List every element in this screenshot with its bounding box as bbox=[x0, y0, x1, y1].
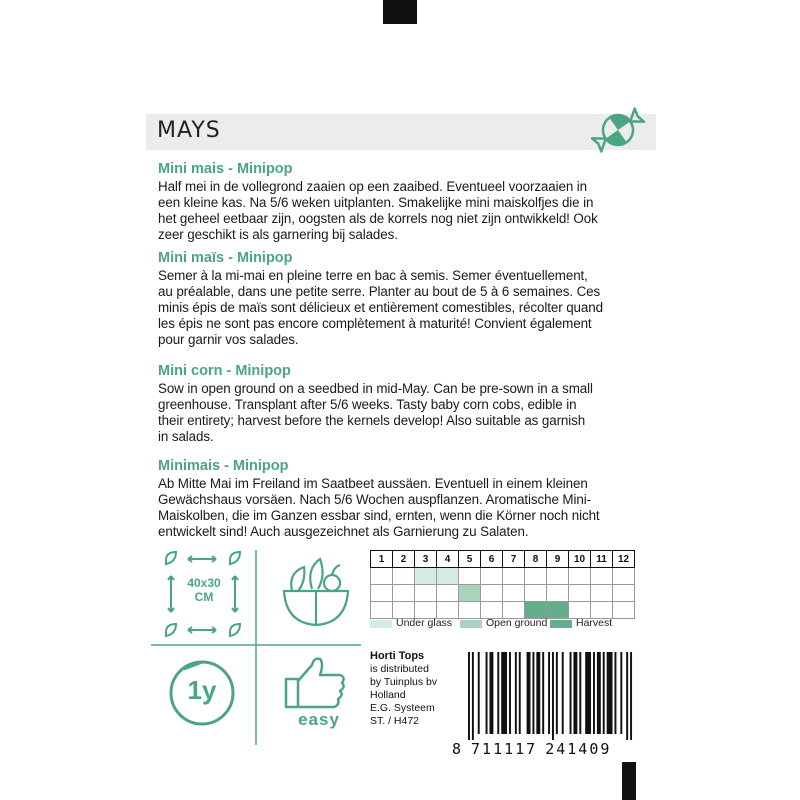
thumbs-up-icon bbox=[282, 655, 352, 713]
month-9: 9 bbox=[547, 551, 569, 568]
barcode-bar bbox=[614, 652, 616, 734]
barcode-bar bbox=[527, 652, 531, 734]
calendar-cell bbox=[613, 602, 635, 619]
calendar-cell bbox=[437, 568, 459, 585]
barcode-bar bbox=[603, 652, 605, 734]
spacing-value: 40x30 bbox=[187, 576, 221, 590]
legend-harvest: Harvest bbox=[576, 617, 613, 629]
barcode-bar bbox=[519, 652, 521, 734]
barcode-bar bbox=[489, 652, 493, 734]
text-line: entwickelt sind! Auch ausgezeichnet als Garnierung zu Salaten. bbox=[158, 524, 529, 539]
calendar-cell bbox=[547, 602, 569, 619]
section-title-en: Mini corn - Minipop bbox=[158, 363, 291, 379]
text-line: les épis ne sont pas encore complètement à maturité! Convient également bbox=[158, 316, 592, 331]
month-1: 1 bbox=[371, 551, 393, 568]
barcode-bar bbox=[532, 652, 534, 734]
legend-swatch-open-ground bbox=[460, 620, 482, 628]
calendar-cell bbox=[591, 602, 613, 619]
barcode-bar bbox=[478, 652, 480, 734]
barcode-bar bbox=[630, 652, 632, 740]
calendar-cell bbox=[503, 568, 525, 585]
calendar-cell bbox=[613, 585, 635, 602]
barcode-bar bbox=[597, 652, 601, 734]
barcode-bar bbox=[579, 652, 581, 734]
barcode-bar bbox=[573, 652, 577, 734]
calendar-cell bbox=[547, 568, 569, 585]
barcode-bar bbox=[593, 652, 595, 734]
barcode-bar bbox=[570, 652, 572, 734]
barcode-bar bbox=[468, 652, 470, 740]
text-line: Gewächshaus vorsäen. Nach 5/6 Wochen auspflanzen. Aromatische Mini- bbox=[158, 492, 591, 507]
calendar-cell bbox=[371, 585, 393, 602]
calendar-cell bbox=[437, 585, 459, 602]
section-body-de bbox=[158, 476, 642, 540]
barcode-bar bbox=[556, 652, 558, 734]
barcode-bar bbox=[501, 652, 507, 734]
section-title-nl: Mini mais - Minipop bbox=[158, 161, 293, 177]
section-title-fr: Mini maïs - Minipop bbox=[158, 250, 293, 266]
distributor-info bbox=[370, 650, 437, 728]
text-line: het geheel eetbaar zijn, oogsten als de korrels nog niet zijn ontwikkeld! Ook bbox=[158, 211, 598, 226]
calendar-cell bbox=[525, 585, 547, 602]
calendar-cell bbox=[371, 602, 393, 619]
legend-under-glass: Under glass bbox=[396, 617, 453, 629]
text-line: Maiskolben, die im Ganzen essbar sind, ernten, wenn die Körner noch nicht bbox=[158, 508, 600, 523]
distributor-line: ST. / H472 bbox=[370, 715, 420, 727]
sowing-calendar bbox=[370, 550, 635, 619]
barcode-right-digits: 241409 bbox=[545, 740, 612, 758]
barcode-bar bbox=[552, 652, 554, 740]
month-10: 10 bbox=[569, 551, 591, 568]
text-line: een kleine kas. Na 5/6 weken uitplanten. Smakelijke mini maiskolfjes die in bbox=[158, 195, 594, 210]
calendar-cell bbox=[393, 585, 415, 602]
duration-label: 1y bbox=[187, 675, 217, 705]
calendar-cell bbox=[569, 568, 591, 585]
distributor-line: by Tuinplus bv bbox=[370, 676, 438, 688]
calendar-cell bbox=[591, 568, 613, 585]
calendar-cell bbox=[415, 602, 437, 619]
calendar-cell bbox=[393, 602, 415, 619]
legend-swatch-harvest bbox=[550, 620, 572, 628]
page-title: MAYS bbox=[157, 118, 221, 143]
calendar-row-harvest bbox=[371, 602, 635, 619]
calendar-cell bbox=[525, 602, 547, 619]
barcode-bar bbox=[548, 652, 550, 734]
calendar-cell bbox=[415, 568, 437, 585]
barcode-bar bbox=[607, 652, 613, 734]
barcode-bar bbox=[626, 652, 628, 740]
text-line: Half mei in de vollegrond zaaien op een zaaibed. Eventueel voorzaaien in bbox=[158, 179, 588, 194]
text-line: zeer geschikt is als garnering bij salades. bbox=[158, 227, 398, 242]
barcode-left-digits: 711117 bbox=[471, 740, 538, 758]
text-line: Semer à la mi-mai en pleine terre en bac à semis. Semer éventuellement, bbox=[158, 268, 588, 283]
section-body-fr bbox=[158, 268, 642, 348]
month-4: 4 bbox=[437, 551, 459, 568]
difficulty-label: easy bbox=[298, 710, 340, 729]
calendar-cell bbox=[569, 602, 591, 619]
distributor-line: Holland bbox=[370, 689, 406, 701]
calendar-cell bbox=[569, 585, 591, 602]
spacing-unit: CM bbox=[194, 590, 214, 604]
calendar-cell bbox=[415, 585, 437, 602]
month-5: 5 bbox=[459, 551, 481, 568]
section-body-nl bbox=[158, 179, 642, 243]
section-title-de: Minimais - Minipop bbox=[158, 458, 289, 474]
text-line: Ab Mitte Mai im Freiland im Saatbeet aussäen. Eventuell in einem kleinen bbox=[158, 476, 588, 491]
text-line: Sow in open ground on a seedbed in mid-May. Can be pre-sown in a small bbox=[158, 381, 593, 396]
barcode-bar bbox=[542, 652, 544, 734]
barcode-first-digit: 8 bbox=[452, 740, 464, 758]
calendar-cell bbox=[481, 602, 503, 619]
barcode-bar bbox=[536, 652, 540, 734]
calendar-header-row bbox=[371, 551, 635, 568]
calendar-cell bbox=[503, 602, 525, 619]
month-12: 12 bbox=[613, 551, 635, 568]
calendar-row-under-glass bbox=[371, 568, 635, 585]
distributor-line: E.G. Systeem bbox=[370, 702, 435, 714]
pot-icon bbox=[276, 553, 356, 633]
barcode-digits bbox=[452, 740, 611, 758]
calendar-cell bbox=[393, 568, 415, 585]
legend-open-ground: Open ground bbox=[486, 617, 548, 629]
top-crop-mark bbox=[383, 0, 417, 24]
calendar-cell bbox=[437, 602, 459, 619]
text-line: pour garnir vos salades. bbox=[158, 332, 299, 347]
text-line: greenhouse. Transplant after 5/6 weeks. Tasty baby corn cobs, edible in bbox=[158, 397, 577, 412]
brand-name: Horti Tops bbox=[370, 650, 425, 662]
calendar-cell bbox=[613, 568, 635, 585]
text-line: au préalable, dans une petite serre. Planter au bout de 5 à 6 semaines. Ces bbox=[158, 284, 601, 299]
barcode-bar bbox=[486, 652, 488, 734]
text-line: in salads. bbox=[158, 429, 214, 444]
barcode-bar bbox=[585, 652, 591, 734]
month-7: 7 bbox=[503, 551, 525, 568]
calendar-cell bbox=[371, 568, 393, 585]
barcode-bar bbox=[515, 652, 517, 734]
text-line: minis épis de maïs sont délicieux et entièrement comestibles, récolter quand bbox=[158, 300, 603, 315]
calendar-cell bbox=[481, 585, 503, 602]
bottom-crop-mark bbox=[622, 762, 636, 800]
legend-swatch-under-glass bbox=[370, 620, 392, 628]
text-line: their entirety; harvest before the kernels develop! Also suitable as garnish bbox=[158, 413, 586, 428]
calendar-cell bbox=[547, 585, 569, 602]
calendar-cell bbox=[459, 568, 481, 585]
candy-icon bbox=[588, 100, 648, 160]
barcode-bar bbox=[497, 652, 499, 734]
calendar-row-open-ground bbox=[371, 585, 635, 602]
barcode-bar bbox=[620, 652, 622, 734]
month-3: 3 bbox=[415, 551, 437, 568]
header-band bbox=[146, 114, 656, 150]
section-body-en bbox=[158, 381, 642, 445]
barcode-bar bbox=[509, 652, 511, 734]
calendar-cell bbox=[591, 585, 613, 602]
barcode-bar bbox=[472, 652, 474, 740]
barcode-bar bbox=[562, 652, 564, 734]
month-2: 2 bbox=[393, 551, 415, 568]
calendar-cell bbox=[503, 585, 525, 602]
calendar-cell bbox=[459, 585, 481, 602]
calendar-cell bbox=[459, 602, 481, 619]
month-8: 8 bbox=[525, 551, 547, 568]
calendar-cell bbox=[481, 568, 503, 585]
calendar-cell bbox=[525, 568, 547, 585]
month-11: 11 bbox=[591, 551, 613, 568]
distributor-line: is distributed bbox=[370, 663, 429, 675]
spacing-label bbox=[176, 576, 232, 604]
barcode bbox=[466, 652, 636, 742]
month-6: 6 bbox=[481, 551, 503, 568]
